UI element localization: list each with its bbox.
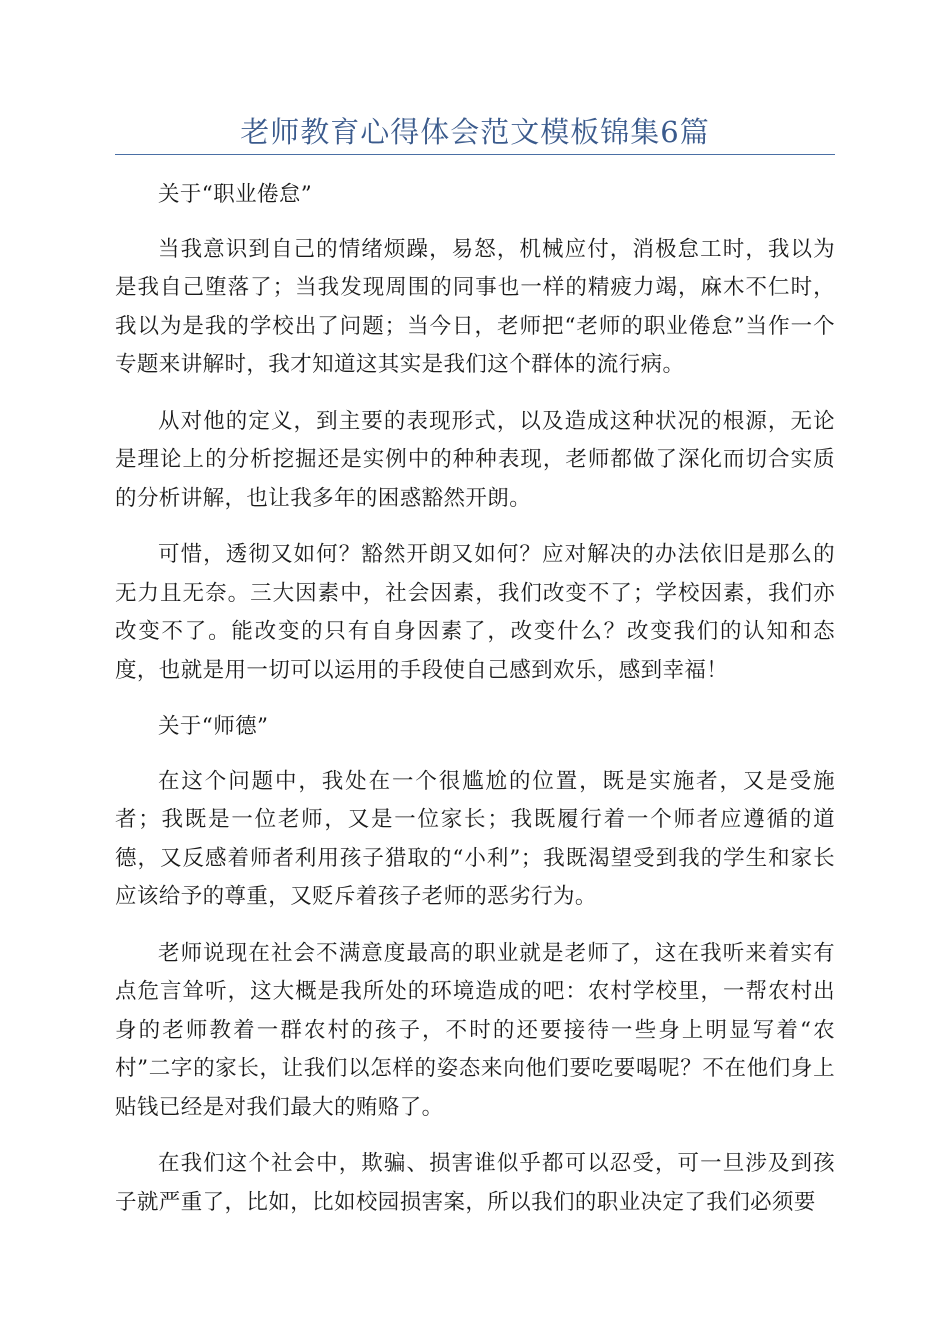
section-heading-ethics: 关于“师德” xyxy=(158,714,269,739)
paragraph: 在我们这个社会中，欺骗、损害谁似乎都可以忍受，可一旦涉及到孩子就严重了，比如，比如校园损害案，所以我们的职业决定了我们必须要 xyxy=(115,1151,835,1215)
document-title: 老师教育心得体会范文模板锦集6篇 xyxy=(240,115,710,149)
paragraph: 在这个问题中，我处在一个很尴尬的位置，既是实施者，又是受施者；我既是一位老师，又是一位家长；我既履行着一个师者应遵循的道德，又反感着师者利用孩子猎取的“小利”；我既渴望受到我的学生和家长应该给予的尊重，又贬斥着孩子老师的恶劣行为。 xyxy=(115,768,835,909)
title-underline xyxy=(115,154,835,155)
paragraph: 从对他的定义，到主要的表现形式，以及造成这种状况的根源，无论是理论上的分析挖掘还是实例中的种种表现，老师都做了深化而切合实质的分析讲解，也让我多年的困惑豁然开朗。 xyxy=(115,408,835,511)
section-heading-burnout: 关于“职业倦怠” xyxy=(158,182,313,207)
paragraph: 当我意识到自己的情绪烦躁，易怒，机械应付，消极怠工时，我以为是我自己堕落了；当我发现周围的同事也一样的精疲力竭，麻木不仁时，我以为是我的学校出了问题；当今日，老师把“老师的职业倦怠”当作一个专题来讲解时，我才知道这其实是我们这个群体的流行病。 xyxy=(115,236,835,377)
paragraph: 老师说现在社会不满意度最高的职业就是老师了，这在我听来着实有点危言耸听，这大概是我所处的环境造成的吧：农村学校里，一帮农村出身的老师教着一群农村的孩子，不时的还要接待一些身上明显写着“农村”二字的家长，让我们以怎样的姿态来向他们要吃要喝呢？不在他们身上贴钱已经是对我们最大的贿赂了。 xyxy=(115,940,835,1120)
document-body xyxy=(115,176,835,1240)
paragraph: 可惜，透彻又如何？豁然开朗又如何？应对解决的办法依旧是那么的无力且无奈。三大因素中，社会因素，我们改变不了；学校因素，我们亦改变不了。能改变的只有自身因素了，改变什么？改变我们的认知和态度，也就是用一切可以运用的手段使自己感到欢乐，感到幸福！ xyxy=(115,542,835,683)
